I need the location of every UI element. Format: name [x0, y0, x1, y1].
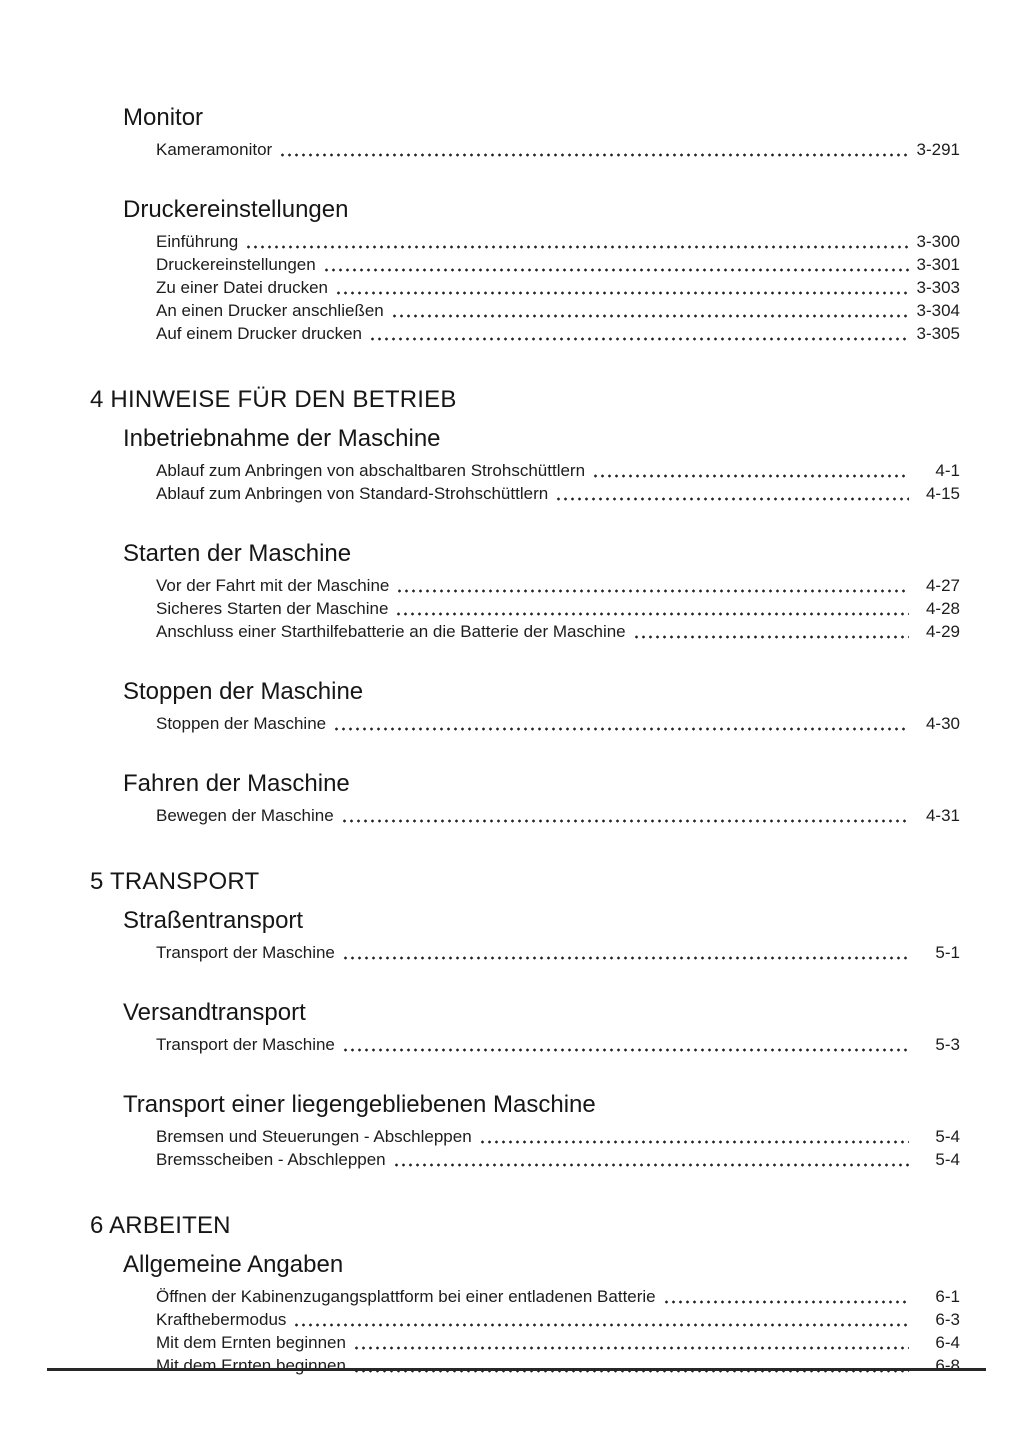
toc-entry: [156, 230, 960, 253]
toc-entry-title: Auf einem Drucker drucken: [156, 324, 362, 343]
toc-entry-title: Krafthebermodus: [156, 1310, 287, 1329]
toc-section: [90, 998, 960, 1056]
dot-leader: [369, 337, 909, 341]
dot-leader: [663, 1300, 909, 1304]
toc-entry-title: Stoppen der Maschine: [156, 714, 327, 733]
dot-leader: [342, 956, 909, 960]
toc-entry-title: Ablauf zum Anbringen von abschaltbaren Strohschüttlern: [156, 461, 586, 480]
toc-entry-page: 3-300: [916, 232, 960, 251]
toc-entry-page: 6-3: [935, 1310, 960, 1329]
toc-entry-title: Bewegen der Maschine: [156, 806, 334, 825]
section-heading: Transport einer liegengebliebenen Maschine: [123, 1091, 596, 1118]
toc-entry-page: 6-8: [935, 1356, 960, 1375]
toc-entry: [156, 1331, 960, 1354]
toc-entry: [156, 138, 960, 161]
dot-leader: [393, 1163, 909, 1167]
section-entries: [156, 1285, 960, 1377]
toc-section: [90, 539, 960, 643]
toc-entry-page: 3-303: [916, 278, 960, 297]
toc-entry-title: Zu einer Datei drucken: [156, 278, 328, 297]
section-entries: [156, 804, 960, 827]
dot-leader: [555, 497, 909, 501]
toc-entry-title: Bremsen und Steuerungen - Abschleppen: [156, 1127, 472, 1146]
toc-entry-page: 6-1: [935, 1287, 960, 1306]
toc-entry: [156, 1148, 960, 1171]
toc-entry: [156, 620, 960, 643]
toc-entry-title: Vor der Fahrt mit der Maschine: [156, 576, 390, 595]
toc-entry-page: 4-1: [935, 461, 960, 480]
toc-section: [90, 1090, 960, 1171]
toc-entry: [156, 253, 960, 276]
toc-entry-title: Mit dem Ernten beginnen: [156, 1356, 346, 1375]
table-of-contents: [90, 103, 960, 1377]
dot-leader: [353, 1346, 909, 1350]
toc-entry: [156, 322, 960, 345]
section-heading: Starten der Maschine: [123, 540, 352, 567]
section-heading: Versandtransport: [123, 999, 306, 1026]
section-heading: Allgemeine Angaben: [123, 1251, 344, 1278]
toc-section: [90, 677, 960, 735]
dot-leader: [391, 314, 909, 318]
toc-entry-page: 4-30: [925, 714, 960, 733]
dot-leader: [396, 589, 909, 593]
section-entries: [156, 138, 960, 161]
toc-entry-title: Transport der Maschine: [156, 1035, 335, 1054]
section-heading: Stoppen der Maschine: [123, 678, 364, 705]
toc-entry: [156, 597, 960, 620]
toc-entry-page: 5-4: [935, 1127, 960, 1146]
toc-entry-page: 3-305: [916, 324, 960, 343]
toc-section: [90, 906, 960, 964]
section-heading: Druckereinstellungen: [123, 196, 349, 223]
toc-entry-page: 4-15: [925, 484, 960, 503]
toc-entry-page: 4-31: [925, 806, 960, 825]
dot-leader: [341, 819, 909, 823]
toc-entry: [156, 1125, 960, 1148]
dot-leader: [323, 268, 909, 272]
dot-leader: [592, 474, 909, 478]
toc-entry-page: 3-291: [916, 140, 960, 159]
dot-leader: [342, 1048, 909, 1052]
toc-entry: [156, 276, 960, 299]
toc-entry-title: Transport der Maschine: [156, 943, 335, 962]
toc-entry-page: 3-301: [916, 255, 960, 274]
toc-entry-page: 4-29: [925, 622, 960, 641]
section-heading: Straßentransport: [123, 907, 304, 934]
toc-entry-title: Anschluss einer Starthilfebatterie an die Batterie der Maschine: [156, 622, 626, 641]
dot-leader: [335, 291, 909, 295]
section-heading: Inbetriebnahme der Maschine: [123, 425, 441, 452]
toc-section: [90, 195, 960, 345]
footer-rule: [47, 1368, 986, 1371]
toc-entry-title: Kameramonitor: [156, 140, 273, 159]
toc-entry-page: 4-28: [925, 599, 960, 618]
section-entries: [156, 941, 960, 964]
toc-entry-page: 6-4: [935, 1333, 960, 1352]
section-entries: [156, 230, 960, 345]
toc-entry-title: Einführung: [156, 232, 239, 251]
toc-entry-page: 5-1: [935, 943, 960, 962]
toc-entry: [156, 574, 960, 597]
toc-entry: [156, 1354, 960, 1377]
toc-entry: [156, 712, 960, 735]
toc-entry: [156, 459, 960, 482]
dot-leader: [279, 153, 909, 157]
toc-entry-title: Sicheres Starten der Maschine: [156, 599, 389, 618]
toc-entry-page: 4-27: [925, 576, 960, 595]
toc-entry-title: Öffnen der Kabinenzugangsplattform bei einer entladenen Batterie: [156, 1287, 656, 1306]
toc-entry-title: Druckereinstellungen: [156, 255, 316, 274]
toc-section: [90, 769, 960, 827]
section-heading: Fahren der Maschine: [123, 770, 350, 797]
toc-entry: [156, 941, 960, 964]
toc-section: [90, 1250, 960, 1377]
dot-leader: [293, 1323, 909, 1327]
toc-entry-title: Mit dem Ernten beginnen: [156, 1333, 346, 1352]
chapter-heading: 5 TRANSPORT: [90, 868, 260, 895]
section-heading: Monitor: [123, 104, 204, 131]
toc-entry: [156, 482, 960, 505]
dot-leader: [245, 245, 909, 249]
toc-entry-page: 3-304: [916, 301, 960, 320]
toc-entry-title: Ablauf zum Anbringen von Standard-Strohschüttlern: [156, 484, 549, 503]
chapter-heading: 6 ARBEITEN: [90, 1212, 231, 1239]
toc-section: [90, 103, 960, 161]
toc-entry-page: 5-4: [935, 1150, 960, 1169]
toc-entry: [156, 1308, 960, 1331]
toc-entry-title: An einen Drucker anschließen: [156, 301, 384, 320]
dot-leader: [633, 635, 909, 639]
dot-leader: [395, 612, 909, 616]
section-entries: [156, 459, 960, 505]
section-entries: [156, 1033, 960, 1056]
toc-entry-title: Bremsscheiben - Abschleppen: [156, 1150, 386, 1169]
toc-entry: [156, 1033, 960, 1056]
dot-leader: [333, 727, 909, 731]
toc-entry-page: 5-3: [935, 1035, 960, 1054]
section-entries: [156, 1125, 960, 1171]
toc-entry: [156, 804, 960, 827]
toc-entry: [156, 1285, 960, 1308]
section-entries: [156, 712, 960, 735]
dot-leader: [479, 1140, 909, 1144]
toc-entry: [156, 299, 960, 322]
section-entries: [156, 574, 960, 643]
toc-section: [90, 424, 960, 505]
chapter-heading: 4 HINWEISE FÜR DEN BETRIEB: [90, 386, 457, 413]
